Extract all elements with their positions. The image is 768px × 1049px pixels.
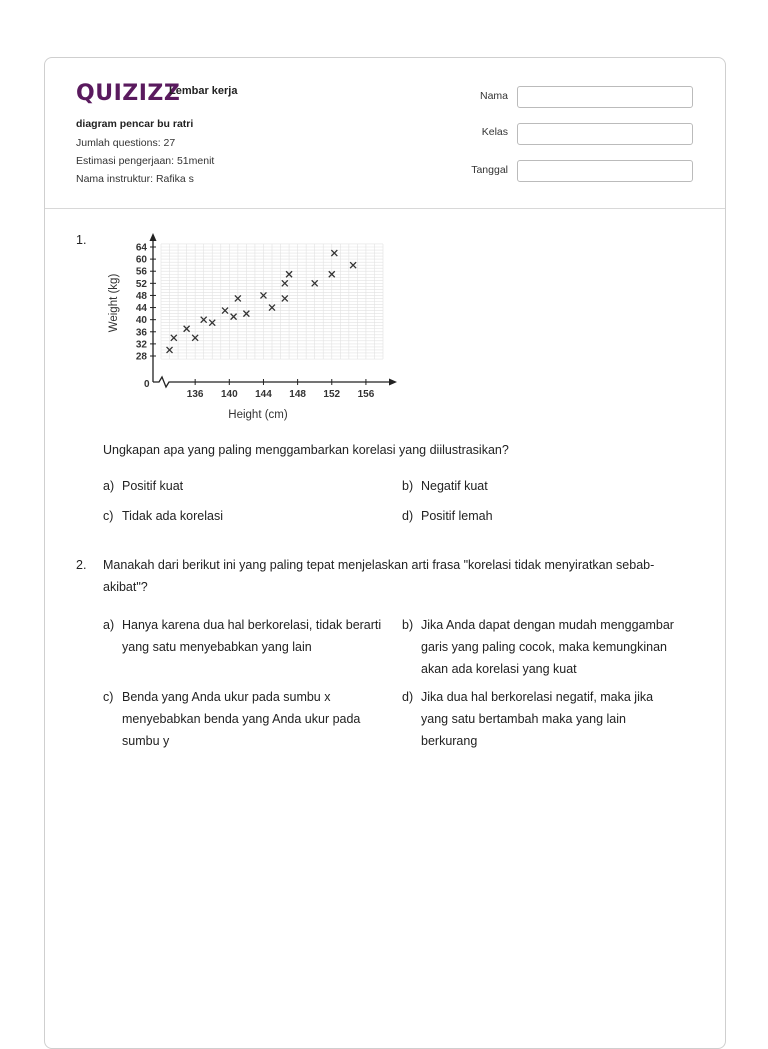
option-text: Jika dua hal berkorelasi negatif, maka jika yang satu bertambah maka yang lain berkurang — [421, 690, 654, 748]
origin-label: 0 — [144, 379, 150, 390]
option-letter: a) — [103, 479, 115, 493]
y-tick-label: 32 — [135, 339, 147, 351]
worksheet-title: diagram pencar bu ratri — [76, 118, 194, 130]
y-axis-label: Weight (kg) — [108, 273, 120, 333]
date-field[interactable] — [517, 160, 693, 182]
option-letter: b) — [402, 479, 414, 493]
option-letter: a) — [103, 618, 115, 632]
class-label: Kelas — [481, 126, 508, 138]
x-axis — [153, 377, 393, 387]
x-tick-label: 148 — [289, 389, 306, 400]
x-tick-label: 156 — [357, 389, 375, 400]
time-estimate: Estimasi pengerjaan: 51menit — [76, 155, 215, 167]
option-letter: b) — [402, 618, 414, 632]
name-label: Nama — [479, 90, 508, 102]
q2-option-a[interactable] — [103, 614, 395, 658]
y-tick-label: 52 — [135, 278, 147, 290]
y-axis-arrow — [150, 233, 157, 241]
quizizz-logo — [76, 80, 180, 106]
question-2-text: Manakah dari berikut ini yang paling tepat menjelaskan arti frasa "korelasi tidak menyiratkan sebab-akibat"? — [103, 558, 655, 594]
class-field[interactable] — [517, 123, 693, 145]
q2-option-b[interactable] — [402, 614, 694, 680]
q1-option-b[interactable] — [402, 475, 692, 497]
q1-option-c[interactable] — [103, 505, 393, 527]
q1-option-a[interactable] — [103, 475, 393, 497]
option-letter: c) — [103, 690, 114, 704]
q2-option-d[interactable] — [402, 686, 682, 752]
option-text: Benda yang Anda ukur pada sumbu x menyebabkan benda yang Anda ukur pada sumbu y — [122, 690, 361, 748]
y-tick-label: 64 — [135, 242, 147, 254]
y-tick-label: 48 — [135, 290, 147, 302]
x-tick-label: 144 — [255, 389, 272, 400]
y-tick-label: 28 — [135, 351, 147, 363]
option-letter: d) — [402, 509, 414, 523]
question-2-number: 2. — [76, 558, 87, 572]
q1-option-d[interactable] — [402, 505, 692, 527]
option-letter: d) — [402, 690, 414, 704]
worksheet-sheet — [44, 57, 726, 1049]
y-tick-label: 36 — [135, 327, 147, 339]
worksheet-subtitle: Lembar kerja — [169, 85, 238, 97]
x-tick-label: 140 — [220, 389, 238, 400]
y-tick-label: 44 — [135, 303, 147, 315]
question-1-number: 1. — [76, 233, 87, 247]
q2-option-c[interactable] — [103, 686, 383, 752]
worksheet-header — [45, 58, 725, 209]
y-tick-label: 60 — [135, 254, 147, 266]
x-axis-arrow — [389, 379, 397, 386]
option-text: Hanya karena dua hal berkorelasi, tidak berarti yang satu menyebabkan yang lain — [122, 618, 382, 654]
name-field[interactable] — [517, 86, 693, 108]
x-axis-label: Height (cm) — [228, 409, 288, 421]
option-text: Positif lemah — [421, 509, 493, 523]
x-tick-label: 136 — [186, 389, 204, 400]
date-label: Tanggal — [471, 164, 508, 176]
x-tick-label: 152 — [323, 389, 341, 400]
instructor-name: Nama instruktur: Rafika s — [76, 173, 194, 185]
question-count: Jumlah questions: 27 — [76, 137, 176, 149]
scatter-chart — [103, 228, 375, 428]
logo-text: QUIZIZZ — [76, 80, 181, 106]
option-text: Tidak ada korelasi — [122, 509, 223, 523]
option-text: Jika Anda dapat dengan mudah menggambar garis yang paling cocok, maka kemungkinan akan ada korelasi yang kuat — [421, 618, 674, 676]
option-text: Negatif kuat — [421, 479, 488, 493]
y-tick-label: 40 — [135, 315, 147, 327]
y-tick-label: 56 — [135, 266, 147, 278]
option-letter: c) — [103, 509, 114, 523]
question-1-text: Ungkapan apa yang paling menggambarkan korelasi yang diilustrasikan? — [103, 443, 509, 457]
option-text: Positif kuat — [122, 479, 184, 493]
